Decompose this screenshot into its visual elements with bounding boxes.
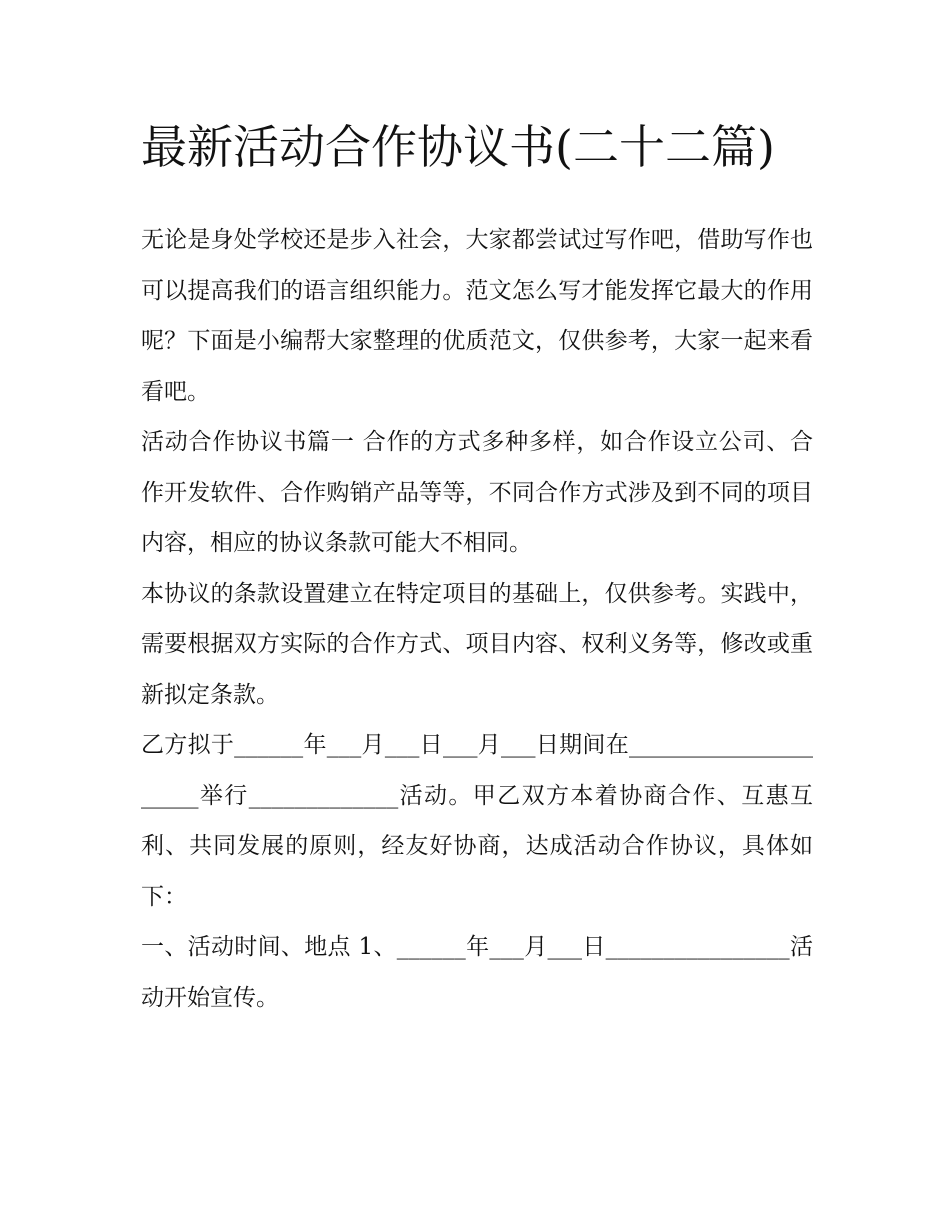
paragraph-intro: 无论是身处学校还是步入社会，大家都尝试过写作吧，借助写作也可以提高我们的语言组织能力。范文怎么写才能发挥它最大的作用呢？下面是小编帮大家整理的优质范文，仅供参考，大家一起来看看吧。 xyxy=(141,227,813,405)
document-body xyxy=(141,112,813,1023)
document-title: 最新活动合作协议书(二十二篇) xyxy=(141,120,775,174)
paragraph-event-details: 乙方拟于______年___月___日___月___日期间在_____________________举行_____________活动。甲乙双方本着协商合作、互惠互利、共同发展的原则，经友好协商，达成活动合作协议，具体如下： xyxy=(141,732,813,910)
paragraph-section-one: 活动合作协议书篇一 合作的方式多种多样，如合作设立公司、合作开发软件、合作购销产品等等，不同合作方式涉及到不同的项目内容，相应的协议条款可能大不相同。 xyxy=(141,429,813,556)
paragraph-time-location: 一、活动时间、地点 1、______年___月___日________________活动开始宣传。 xyxy=(141,934,813,1011)
paragraph-clause-note: 本协议的条款设置建立在特定项目的基础上，仅供参考。实践中，需要根据双方实际的合作方式、项目内容、权利义务等，修改或重新拟定条款。 xyxy=(141,580,813,708)
